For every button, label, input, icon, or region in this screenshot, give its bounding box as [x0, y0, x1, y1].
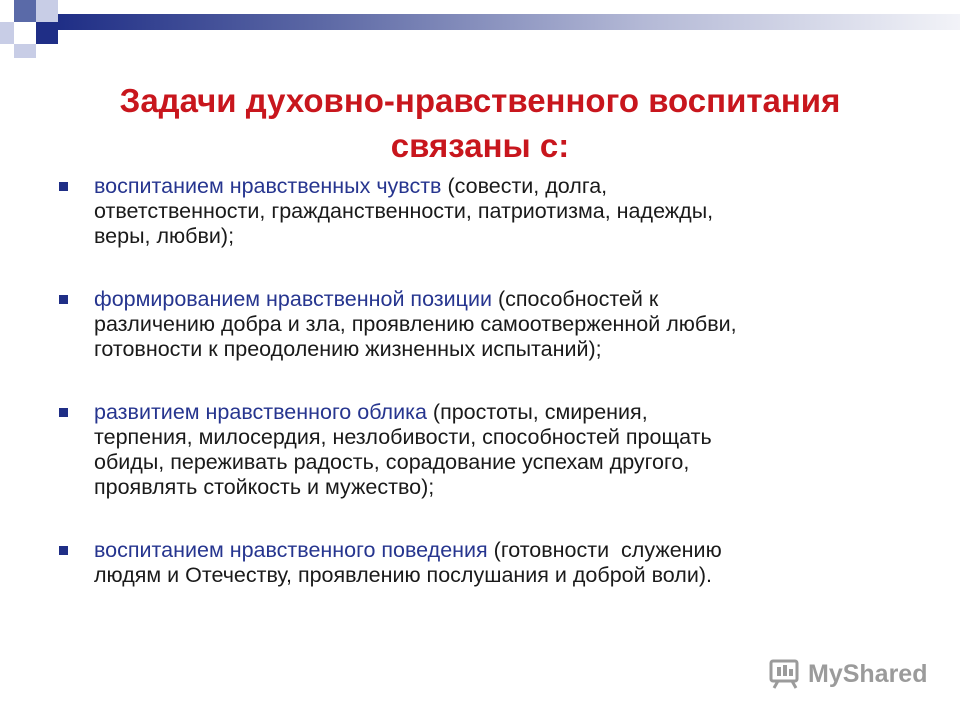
deco-square [36, 22, 58, 44]
deco-gradient-bar [58, 14, 960, 30]
header-decoration [0, 0, 960, 70]
list-item [56, 174, 886, 249]
deco-square [14, 44, 36, 58]
list-item [56, 287, 886, 362]
item-text: (способностей к [492, 287, 659, 311]
watermark-text: MyShared [808, 659, 928, 688]
item-text: (готовности служению [487, 538, 722, 562]
item-text: веры, любви); [94, 224, 235, 248]
slide-title-line1: Задачи духовно-нравственного воспитания [119, 82, 841, 119]
item-text: людям и Отечеству, проявлению послушания и доброй воли). [94, 563, 712, 587]
square-bullet-icon [59, 182, 68, 191]
list-item [56, 400, 886, 500]
list-item [56, 538, 886, 588]
square-bullet-icon [59, 546, 68, 555]
item-highlight: развитием нравственного облика [94, 400, 427, 424]
myshared-logo-icon [768, 658, 802, 690]
item-text: терпения, милосердия, незлобивости, способностей прощать [94, 425, 712, 449]
item-text: проявлять стойкость и мужество); [94, 475, 435, 499]
square-bullet-icon [59, 408, 68, 417]
item-text: (совести, долга, [441, 174, 608, 198]
item-highlight: воспитанием нравственных чувств [94, 174, 442, 198]
watermark [768, 656, 927, 692]
item-text: (простоты, смирения, [426, 400, 648, 424]
slide-title-line2: связаны с: [390, 127, 570, 164]
item-highlight: воспитанием нравственного поведения [94, 538, 488, 562]
item-text: обиды, переживать радость, сорадование успехам другого, [94, 450, 690, 474]
square-bullet-icon [59, 295, 68, 304]
item-text: готовности к преодолению жизненных испытаний); [94, 337, 602, 361]
item-highlight: формированием нравственной позиции [94, 287, 492, 311]
bullet-list [56, 174, 886, 626]
deco-square [36, 0, 58, 22]
deco-square [14, 0, 36, 22]
item-text: ответственности, гражданственности, патриотизма, надежды, [94, 199, 714, 223]
item-text: различению добра и зла, проявлению самоотверженной любви, [94, 312, 737, 336]
slide-title [40, 78, 920, 168]
deco-square [0, 22, 14, 44]
